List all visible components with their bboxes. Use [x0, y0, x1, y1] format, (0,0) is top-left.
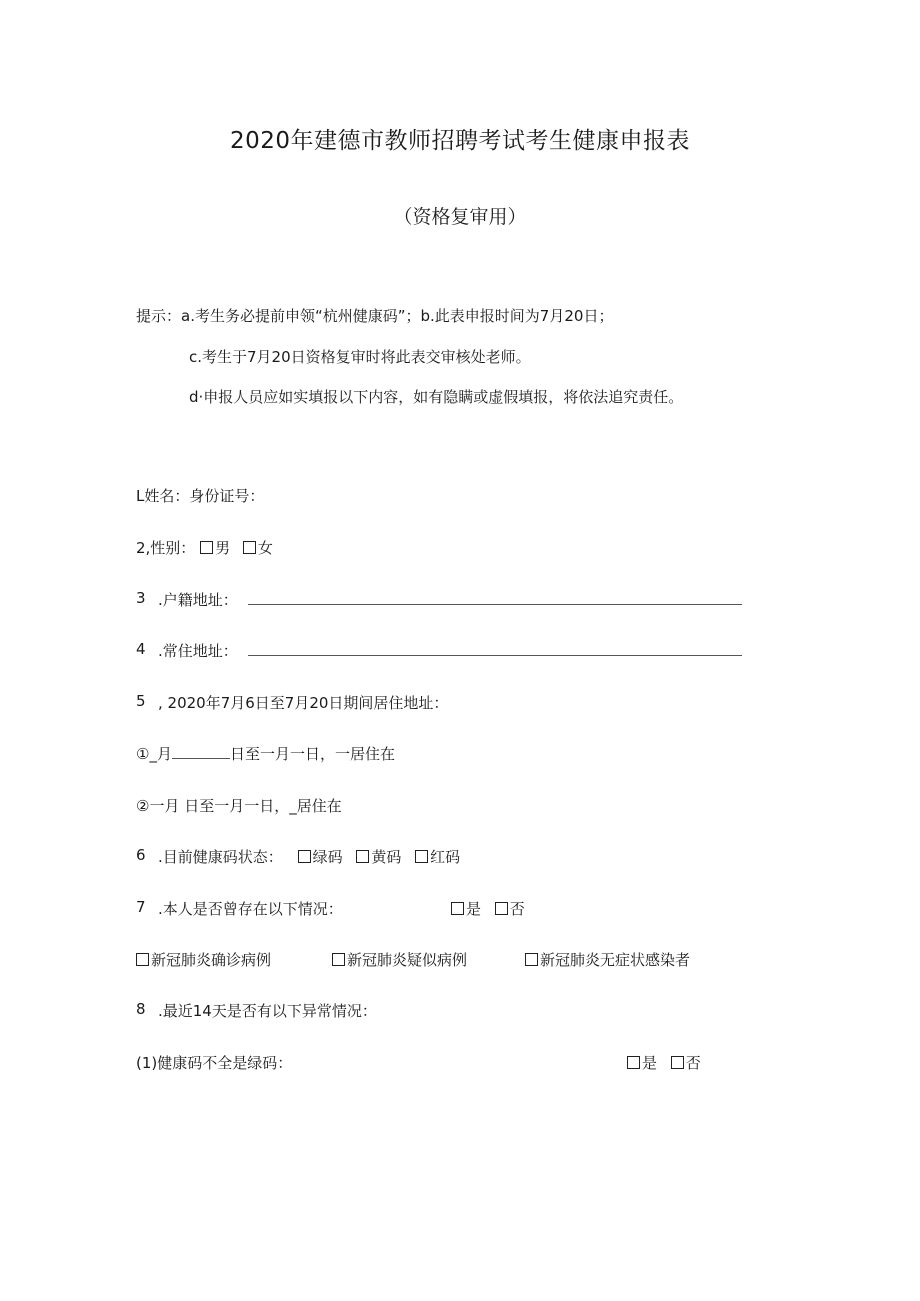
q7-option-suspected — [332, 949, 467, 970]
q7-yes-label: 是 — [466, 900, 482, 918]
q8-1-no-checkbox[interactable] — [671, 1056, 684, 1069]
q5-row2: ②一月 日至一月一日，_居住在 — [136, 797, 342, 815]
q5-row1-start: ①_月 — [136, 745, 172, 763]
q4-num: 4 — [136, 640, 146, 658]
q7-option-asymptomatic — [525, 949, 690, 970]
q7-num: 7 — [136, 898, 146, 916]
suspected-case-checkbox[interactable] — [332, 953, 345, 966]
q8-1-yes-checkbox[interactable] — [627, 1056, 640, 1069]
male-checkbox[interactable] — [200, 541, 213, 554]
q7-answers — [451, 898, 525, 919]
q8-1-no-label: 否 — [685, 1054, 701, 1072]
q7-yes-checkbox[interactable] — [451, 902, 464, 915]
note-a: a.考生务必提前申领“杭州健康码”；b.此表申报时间为7月20日； — [181, 307, 614, 325]
female-label: 女 — [257, 539, 273, 557]
q2-gender — [136, 537, 273, 558]
q8-1-answers — [627, 1052, 701, 1073]
q8-1-yes-label: 是 — [642, 1054, 658, 1072]
q7-no-checkbox[interactable] — [495, 902, 508, 915]
q4-label: .常住地址： — [158, 642, 238, 660]
q5-label: , 2020年7月6日至7月20日期间居住地址： — [158, 694, 449, 712]
q6-label: .目前健康码状态： — [158, 848, 283, 866]
q7-label: .本人是否曾存在以下情况： — [158, 900, 343, 918]
q5-num: 5 — [136, 692, 146, 710]
form-title: 2020年建德市教师招聘考试考生健康申报表 — [229, 128, 691, 154]
green-code-label: 绿码 — [312, 848, 343, 866]
q2-label: 2,性别： — [136, 539, 196, 557]
male-label: 男 — [215, 539, 231, 557]
q8-1-label: (1)健康码不全是绿码： — [136, 1054, 293, 1072]
female-checkbox[interactable] — [243, 541, 256, 554]
note-c: c.考生于7月20日资格复审时将此表交审核处老师。 — [189, 348, 531, 366]
green-code-checkbox[interactable] — [298, 850, 311, 863]
note-prefix: 提示： — [136, 307, 182, 325]
residence-address-field[interactable] — [248, 641, 742, 656]
household-address-field[interactable] — [248, 590, 742, 605]
q5-row1 — [136, 743, 395, 764]
q5-row1-day-field[interactable] — [172, 744, 230, 759]
red-code-label: 红码 — [430, 848, 461, 866]
red-code-checkbox[interactable] — [415, 850, 428, 863]
yellow-code-label: 黄码 — [371, 848, 402, 866]
confirmed-case-checkbox[interactable] — [136, 953, 149, 966]
q6-num: 6 — [136, 846, 146, 864]
asymptomatic-label: 新冠肺炎无症状感染者 — [540, 951, 691, 969]
yellow-code-checkbox[interactable] — [356, 850, 369, 863]
q1-name-id: L姓名：身份证号： — [136, 487, 265, 505]
q7-option-confirmed — [136, 949, 271, 970]
q8-label: .最近14天是否有以下异常情况： — [158, 1002, 377, 1020]
note-d: d·申报人员应如实填报以下内容，如有隐瞒或虚假填报，将依法追究责任。 — [189, 388, 684, 406]
q3-label: .户籍地址： — [158, 591, 238, 609]
q6-health-code — [158, 846, 460, 867]
q3-num: 3 — [136, 589, 146, 607]
q5-row1-end: 日至一月一日，一居住在 — [229, 745, 395, 763]
confirmed-case-label: 新冠肺炎确诊病例 — [151, 951, 272, 969]
suspected-case-label: 新冠肺炎疑似病例 — [347, 951, 468, 969]
asymptomatic-checkbox[interactable] — [525, 953, 538, 966]
q8-num: 8 — [136, 1000, 146, 1018]
q7-no-label: 否 — [509, 900, 525, 918]
form-subtitle: （资格复审用） — [393, 206, 527, 228]
note-line-a — [136, 305, 613, 326]
